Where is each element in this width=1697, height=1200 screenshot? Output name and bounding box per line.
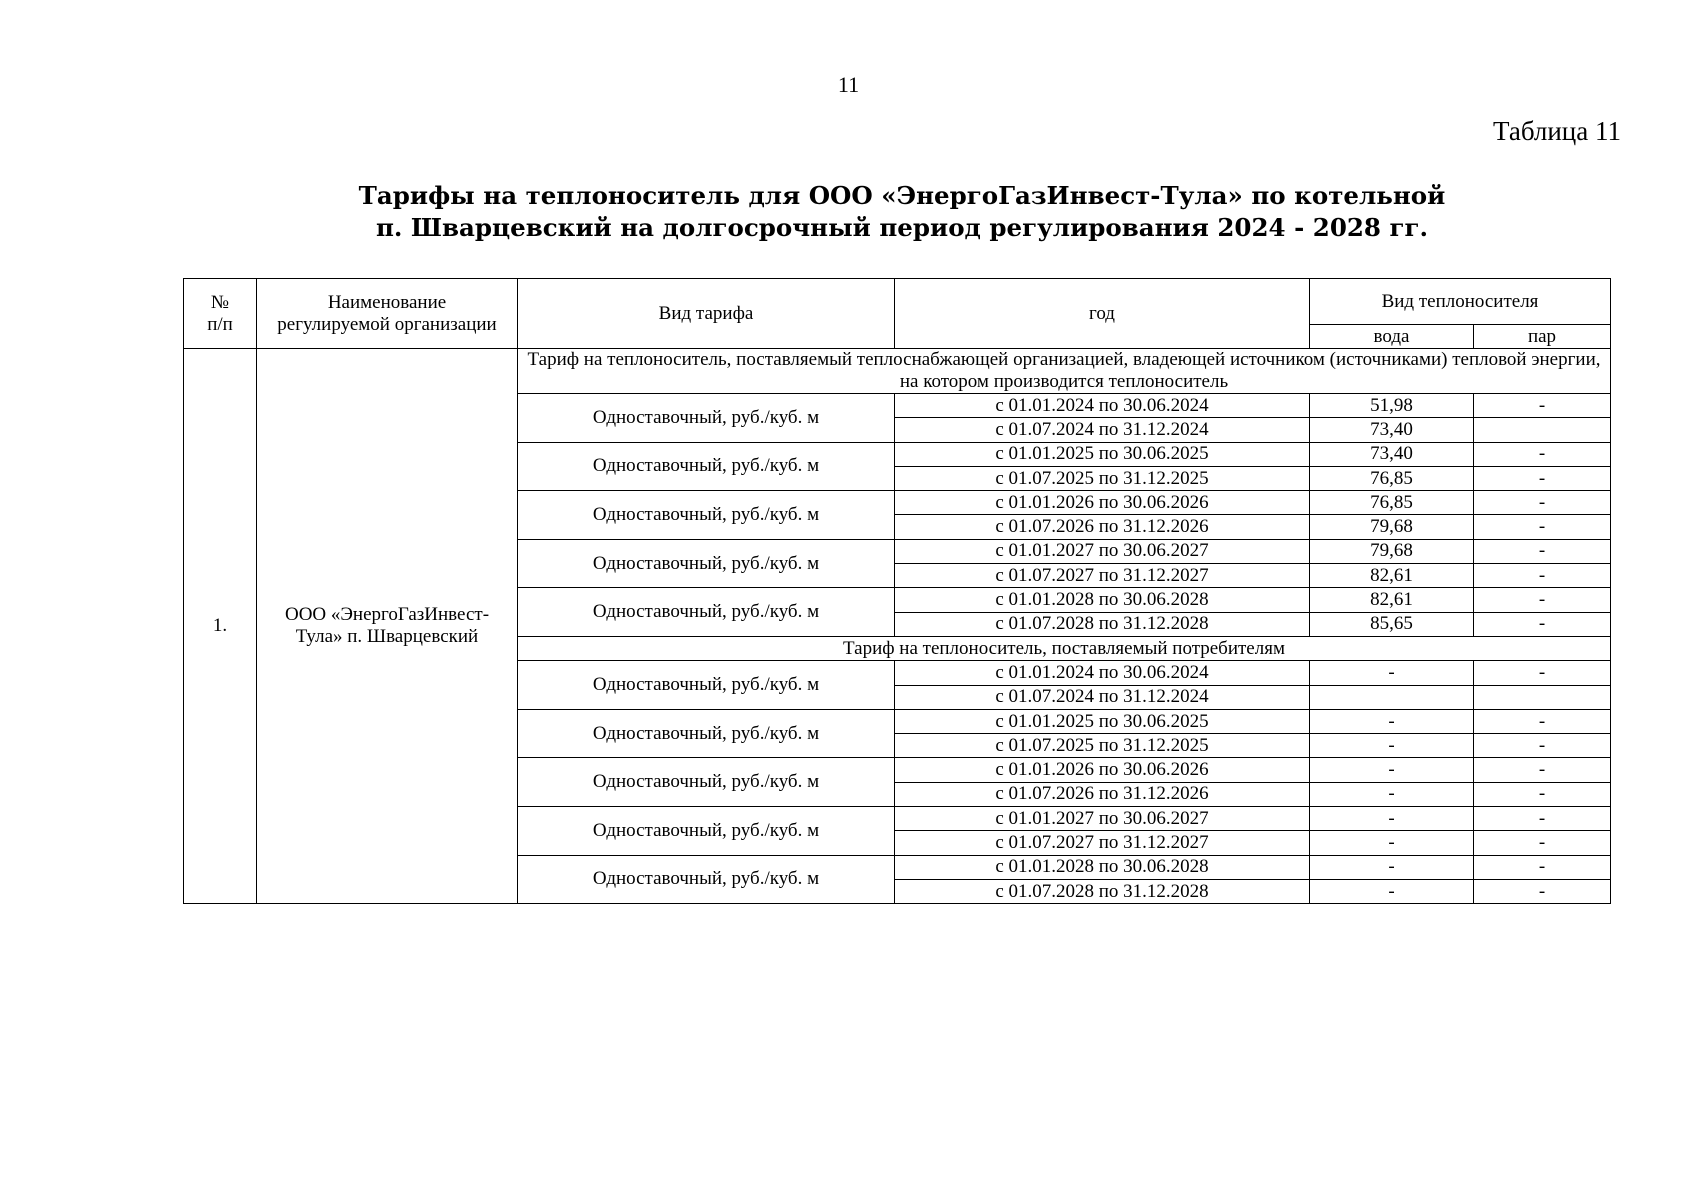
tariff-type-cell: Одноставочный, руб./куб. м — [518, 807, 895, 856]
steam-value-cell: - — [1474, 709, 1611, 733]
period-cell: с 01.01.2024 по 30.06.2024 — [895, 394, 1310, 418]
section-title: Тариф на теплоноситель, поставляемый потребителям — [518, 636, 1611, 660]
header-organization — [257, 279, 518, 349]
period-cell: с 01.01.2026 по 30.06.2026 — [895, 758, 1310, 782]
tariff-type-cell: Одноставочный, руб./куб. м — [518, 758, 895, 807]
steam-value-cell: - — [1474, 782, 1611, 806]
steam-value-cell: - — [1474, 879, 1611, 903]
section-title: Тариф на теплоноситель, поставляемый теплоснабжающей организацией, владеющей источником (источниками) тепловой энергии, на котором производится теплоноситель — [518, 349, 1611, 394]
tariff-type-cell: Одноставочный, руб./куб. м — [518, 588, 895, 637]
steam-value-cell: - — [1474, 466, 1611, 490]
organization-name-line-1: ООО «ЭнергоГазИнвест- — [284, 604, 490, 626]
water-value-cell: - — [1310, 807, 1474, 831]
header-steam: пар — [1474, 325, 1611, 349]
water-value-cell: 79,68 — [1310, 515, 1474, 539]
steam-value-cell: - — [1474, 831, 1611, 855]
water-value-cell: - — [1310, 709, 1474, 733]
tariff-type-cell: Одноставочный, руб./куб. м — [518, 394, 895, 443]
header-number — [184, 279, 257, 349]
header-number-line-1: № — [210, 291, 230, 313]
steam-value-cell: - — [1474, 442, 1611, 466]
header-number-line-2: п/п — [207, 313, 233, 335]
water-value-cell: 85,65 — [1310, 612, 1474, 636]
steam-value-cell: - — [1474, 758, 1611, 782]
header-tariff-type: Вид тарифа — [518, 279, 895, 349]
period-cell: с 01.07.2025 по 31.12.2025 — [895, 734, 1310, 758]
tariff-type-cell: Одноставочный, руб./куб. м — [518, 661, 895, 710]
title-line-1: Тарифы на теплоноситель для ООО «ЭнергоГазИнвест-Тула» по котельной — [358, 181, 1446, 210]
steam-value-cell: - — [1474, 612, 1611, 636]
steam-value-cell: - — [1474, 661, 1611, 685]
tariff-table — [183, 278, 1611, 904]
steam-value-cell: - — [1474, 394, 1611, 418]
water-value-cell: 76,85 — [1310, 491, 1474, 515]
water-value-cell: 51,98 — [1310, 394, 1474, 418]
tariff-type-cell: Одноставочный, руб./куб. м — [518, 539, 895, 588]
steam-value-cell: - — [1474, 491, 1611, 515]
water-value-cell: 73,40 — [1310, 418, 1474, 442]
steam-value-cell: - — [1474, 807, 1611, 831]
steam-value-cell: - — [1474, 588, 1611, 612]
tariff-type-cell: Одноставочный, руб./куб. м — [518, 855, 895, 904]
period-cell: с 01.07.2026 по 31.12.2026 — [895, 782, 1310, 806]
water-value-cell — [1310, 685, 1474, 709]
header-organization-line-2: регулируемой организации — [277, 313, 497, 335]
period-cell: с 01.01.2024 по 30.06.2024 — [895, 661, 1310, 685]
water-value-cell: 79,68 — [1310, 539, 1474, 563]
steam-value-cell: - — [1474, 515, 1611, 539]
row-number: 1. — [184, 349, 257, 904]
steam-value-cell: - — [1474, 564, 1611, 588]
water-value-cell: 73,40 — [1310, 442, 1474, 466]
tariff-type-cell: Одноставочный, руб./куб. м — [518, 491, 895, 540]
steam-value-cell — [1474, 418, 1611, 442]
period-cell: с 01.07.2028 по 31.12.2028 — [895, 612, 1310, 636]
period-cell: с 01.01.2028 по 30.06.2028 — [895, 855, 1310, 879]
page-number: 11 — [837, 72, 860, 97]
period-cell: с 01.07.2028 по 31.12.2028 — [895, 879, 1310, 903]
header-year: год — [895, 279, 1310, 349]
table-title — [0, 180, 1697, 244]
period-cell: с 01.07.2026 по 31.12.2026 — [895, 515, 1310, 539]
water-value-cell: 76,85 — [1310, 466, 1474, 490]
period-cell: с 01.01.2025 по 30.06.2025 — [895, 709, 1310, 733]
period-cell: с 01.01.2027 по 30.06.2027 — [895, 539, 1310, 563]
table-label: Таблица 11 — [1493, 116, 1621, 146]
water-value-cell: - — [1310, 758, 1474, 782]
water-value-cell: - — [1310, 831, 1474, 855]
tariff-type-cell: Одноставочный, руб./куб. м — [518, 709, 895, 758]
header-carrier: Вид теплоносителя — [1310, 279, 1611, 325]
period-cell: с 01.01.2028 по 30.06.2028 — [895, 588, 1310, 612]
steam-value-cell: - — [1474, 855, 1611, 879]
header-water: вода — [1310, 325, 1474, 349]
period-cell: с 01.01.2027 по 30.06.2027 — [895, 807, 1310, 831]
period-cell: с 01.07.2024 по 31.12.2024 — [895, 418, 1310, 442]
period-cell: с 01.01.2026 по 30.06.2026 — [895, 491, 1310, 515]
water-value-cell: - — [1310, 782, 1474, 806]
steam-value-cell: - — [1474, 734, 1611, 758]
period-cell: с 01.01.2025 по 30.06.2025 — [895, 442, 1310, 466]
water-value-cell: 82,61 — [1310, 564, 1474, 588]
period-cell: с 01.07.2027 по 31.12.2027 — [895, 564, 1310, 588]
period-cell: с 01.07.2025 по 31.12.2025 — [895, 466, 1310, 490]
header-organization-line-1: Наименование — [327, 291, 447, 313]
water-value-cell: - — [1310, 855, 1474, 879]
period-cell: с 01.07.2027 по 31.12.2027 — [895, 831, 1310, 855]
title-line-2: п. Шварцевский на долгосрочный период регулирования 2024 - 2028 гг. — [375, 213, 1429, 242]
organization-name — [257, 349, 518, 904]
water-value-cell: - — [1310, 734, 1474, 758]
water-value-cell: - — [1310, 661, 1474, 685]
period-cell: с 01.07.2024 по 31.12.2024 — [895, 685, 1310, 709]
section-row — [184, 349, 1611, 394]
organization-name-line-2: Тула» п. Шварцевский — [295, 626, 479, 648]
water-value-cell: - — [1310, 879, 1474, 903]
water-value-cell: 82,61 — [1310, 588, 1474, 612]
steam-value-cell — [1474, 685, 1611, 709]
tariff-type-cell: Одноставочный, руб./куб. м — [518, 442, 895, 491]
steam-value-cell: - — [1474, 539, 1611, 563]
